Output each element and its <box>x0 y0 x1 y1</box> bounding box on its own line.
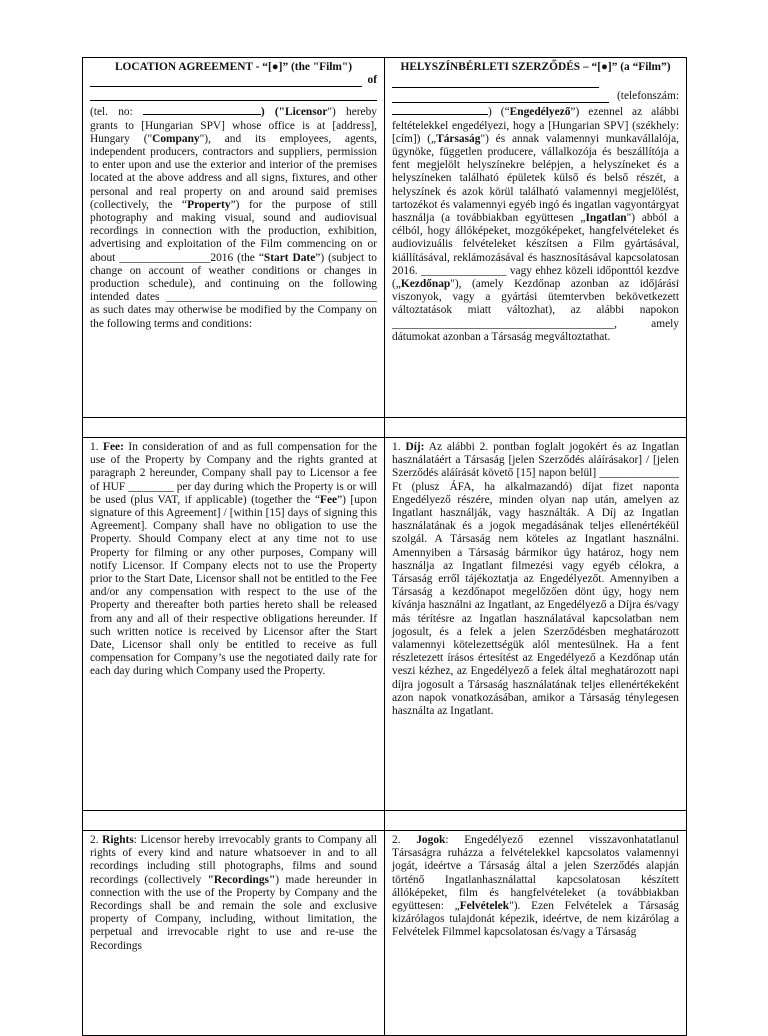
title-of-word: of <box>367 74 377 87</box>
english-title: LOCATION AGREEMENT - “[●]” (the "Film") <box>114 61 353 73</box>
hungarian-title: HELYSZÍNBÉRLETI SZERZŐDÉS – “[●]” (a “Film”) <box>400 61 671 73</box>
hu-intro-d: ") abból a célból, hogy állóképeket, mozgóképeket, hangfelvételeket és audiovizuális felvételeket készítsen a Film gyártásával, kiállításával, reklámozásával és hasznosításával kapcsolatosan 2016. _______________ vagy ehhez közeli időponttól kezdve („ <box>392 212 679 291</box>
hu-tel-line <box>392 90 679 103</box>
row-separator <box>83 418 687 438</box>
dij-heading: Díj: <box>405 441 425 453</box>
term-kezdonap: Kezdőnap <box>400 278 451 291</box>
separator-cell-left <box>83 418 385 438</box>
intro-text-b: ) (" <box>260 106 285 119</box>
licensor-name-blank <box>90 75 362 87</box>
separator-cell-left <box>83 811 385 831</box>
rights-english-text <box>90 834 377 953</box>
jogok-number: 2. <box>392 834 417 846</box>
document-page <box>82 57 687 1036</box>
fee-number: 1. <box>90 441 104 453</box>
tel-blank <box>143 103 261 115</box>
intro-hungarian-text <box>392 103 679 344</box>
rights-hungarian-text <box>392 834 679 940</box>
dij-text: Az alábbi 2. pontban foglalt jogokért és az Ingatlan használatáért a Társaság [jelen Szerződés aláírásakor] / [jelen Szerződés aláírását követő [15] napon belül] ______________ Ft (plusz ÁFA, ha alkalmazandó) díjat fizet naponta Engedélyező részére, minden olyan nap után, amelyen az Ingatlant használják, vagy használták. A Díj az Ingatlan használatának és a jogok megadásának teljes ellenértékéül szolgál. A Társaság nem köteles az Ingatlant használni. Amennyiben a Társaság bármikor úgy határoz, hogy nem használja az Ingatlant filmezési vagy egyéb célokra, a Társaság erről tájékoztatja az Engedélyezőt. Amennyiben a Társaság a kezdőnapot megelőzően dönt úgy, hogy nem kívánja használni az Ingatlant, az Engedélyező a Díjra és/vagy más térítésre az Ingatlan használatával kapcsolatban nem jogosult, és a felek a jelen Szerződésben meghatározott valamennyi kötelezettségük alól mentesülnek. Ha a fent részletezett írásos értesítést az Engedélyező a Kezdőnap után veszi kézhez, az Engedélyező a felek által meghatározott napi díjra jogosult a Társaság használatának teljes ellenértékeként azon napok vonatkozásában, amikor a Társaság ténylegesen használta az Ingatlant. <box>392 441 680 718</box>
intro-row <box>83 58 687 418</box>
bilingual-agreement-table <box>82 57 687 1036</box>
fee-hungarian <box>385 438 687 811</box>
rights-heading: Rights <box>102 834 134 846</box>
rights-hungarian <box>385 831 687 1036</box>
licensor-address-blank <box>90 88 377 101</box>
separator-cell-right <box>385 811 687 831</box>
term-engedelyezo: Engedélyező <box>509 106 571 119</box>
row-separator <box>83 811 687 831</box>
jogok-text-b: "). Ezen Felvételek a Társaság kizárólagos tulajdonát képezik, ideértve, de nem kizárólag a Felvételek Filmmel kapcsolatosan és/vagy a Társaság <box>392 900 680 939</box>
term-licensor: Licensor <box>285 106 328 119</box>
term-felvetelek: Felvételek <box>459 900 510 913</box>
hu-intro-a: ) (“ <box>488 106 510 119</box>
hu-intro-e: "), (amely Kezdőnap azonban az időjárási viszonyok, vagy a gyártási ütemtervben bekövetkezett változtatások miatt változhat), az alábbi napokon _______________________________________, amely dátumokat azonban a Társaság megváltoztathat. <box>392 278 679 343</box>
fee-text-b: ”) [upon signature of this Agreement] / [within [15] days of signing this Agreement]. Company shall have no obligation to use the Property. Should Company elect at any time not to use Property for filming or any other purposes, Company will notify Licensor. If Company elects not to use the Property prior to the Start Date, Licensor shall not be entitled to the Fee and/or any compensation with respect to the use of the Property and thereafter both parties hereto shall be released from any and all of their respective obligations hereunder. If such written notice is received by Licensor after the Start Date, Licensor shall only be entitled to receive as full compensation for Company’s use the negotiated daily rate for each day during which Company used the Property. <box>90 493 377 678</box>
jogok-text-a: : Engedélyező ezennel visszavonhatatlanul Társaságra ruházza a felvételekkel kapcsolatos valamennyi jogát, ideértve a Társaság által a jelen Szerződés alapján történő Ingatlanhasználattal kapcsolatosan készített állóképeket, film és hangfelvételeket (a továbbiakban együttesen: „ <box>392 834 679 913</box>
fee-heading: Fee: <box>103 441 124 453</box>
fee-english <box>83 438 385 811</box>
fee-text-a: In consideration of and as full compensation for the use of the Property by Company and the rights granted at paragraph 2 hereunder, Company shall pay to Licensor a fee of HUF ________ per day during which the Property is or will be used (plus VAT, if applicable) (together the “ <box>90 441 377 506</box>
fee-hungarian-text <box>392 441 679 718</box>
rights-text-b: ) made hereunder in connection with the use of the Property by Company and the Recordings shall be and remain the sole and exclusive property of Company, including, without limitation, the perpetual and irrevocable right to use and re-use the Recordings <box>90 873 377 952</box>
fee-row <box>83 438 687 811</box>
term-recordings: "Recordings" <box>207 873 276 886</box>
hu-licensor-name-blank <box>392 75 599 88</box>
term-tarsasag: Társaság <box>436 132 481 145</box>
intro-text-d: "), and its employees, agents, independent producers, contractors and suppliers, permission to enter upon and use the exterior and interior of the premises located at the above address and all signs, fixtures, and other personal and real property on and around said premises (collectively, the “ <box>90 132 377 211</box>
rights-english <box>83 831 385 1036</box>
intro-text-a: (tel. no: <box>90 106 143 119</box>
dij-number: 1. <box>392 441 406 453</box>
intro-english-text <box>90 103 377 330</box>
intro-text-f: ”) (subject to change on account of weather conditions or changes in production schedule), and continuing on the following intended dates _____________________________________ as such dates may otherwise be modified by the Company on the following terms and conditions: <box>90 251 377 330</box>
hu-address-blank <box>392 91 609 103</box>
separator-cell-right <box>385 418 687 438</box>
intro-text-c: ") hereby grants to [Hungarian SPV] whose office is at [address], Hungary (" <box>90 106 378 145</box>
hu-tel-blank <box>392 103 488 115</box>
intro-english <box>83 58 385 418</box>
hu-tel-label: (telefonszám: <box>617 90 679 103</box>
rights-row <box>83 831 687 1036</box>
title-of-line <box>90 74 377 87</box>
term-property: Property <box>187 198 231 211</box>
hu-intro-c: ") és annak valamennyi munkavállalója, ügynöke, független producere, vállalkozója és beszállítója a fent megjelölt helyszínekre belépjen, a helyszíneket és a helyszíneken található épületek külső és belső részét, a helyszínek és azok körül található valamennyi megjelölést, tartozékot és valamennyi egyéb ingó és ingatlan vagyontárgyat használja (a továbbiakban együttesen „ <box>392 132 679 225</box>
term-start-date: Start Date <box>263 251 316 264</box>
intro-hungarian <box>385 58 687 418</box>
term-fee: Fee <box>320 493 338 506</box>
term-ingatlan: Ingatlan <box>585 212 627 225</box>
intro-text-e: ”) for the purpose of still photography and making visual, sound and audiovisual recordings in connection with the production, exhibition, advertising and exploitation of the Film commencing on or about ________________2016 (the “ <box>90 198 377 264</box>
jogok-heading: Jogok <box>416 834 446 846</box>
rights-text-a: : Licensor hereby irrevocably grants to Company all rights of every kind and nature whatsoever in and to all recordings including still photographs, films and sound recordings (collectively <box>90 834 378 886</box>
rights-number: 2. <box>90 834 103 846</box>
term-company: Company <box>152 132 200 145</box>
hu-intro-b: ”) ezennel az alábbi feltételekkel engedélyezi, hogy a [Hungarian SPV] (székhely: [cím]) („ <box>392 106 679 145</box>
fee-english-text <box>90 441 377 679</box>
